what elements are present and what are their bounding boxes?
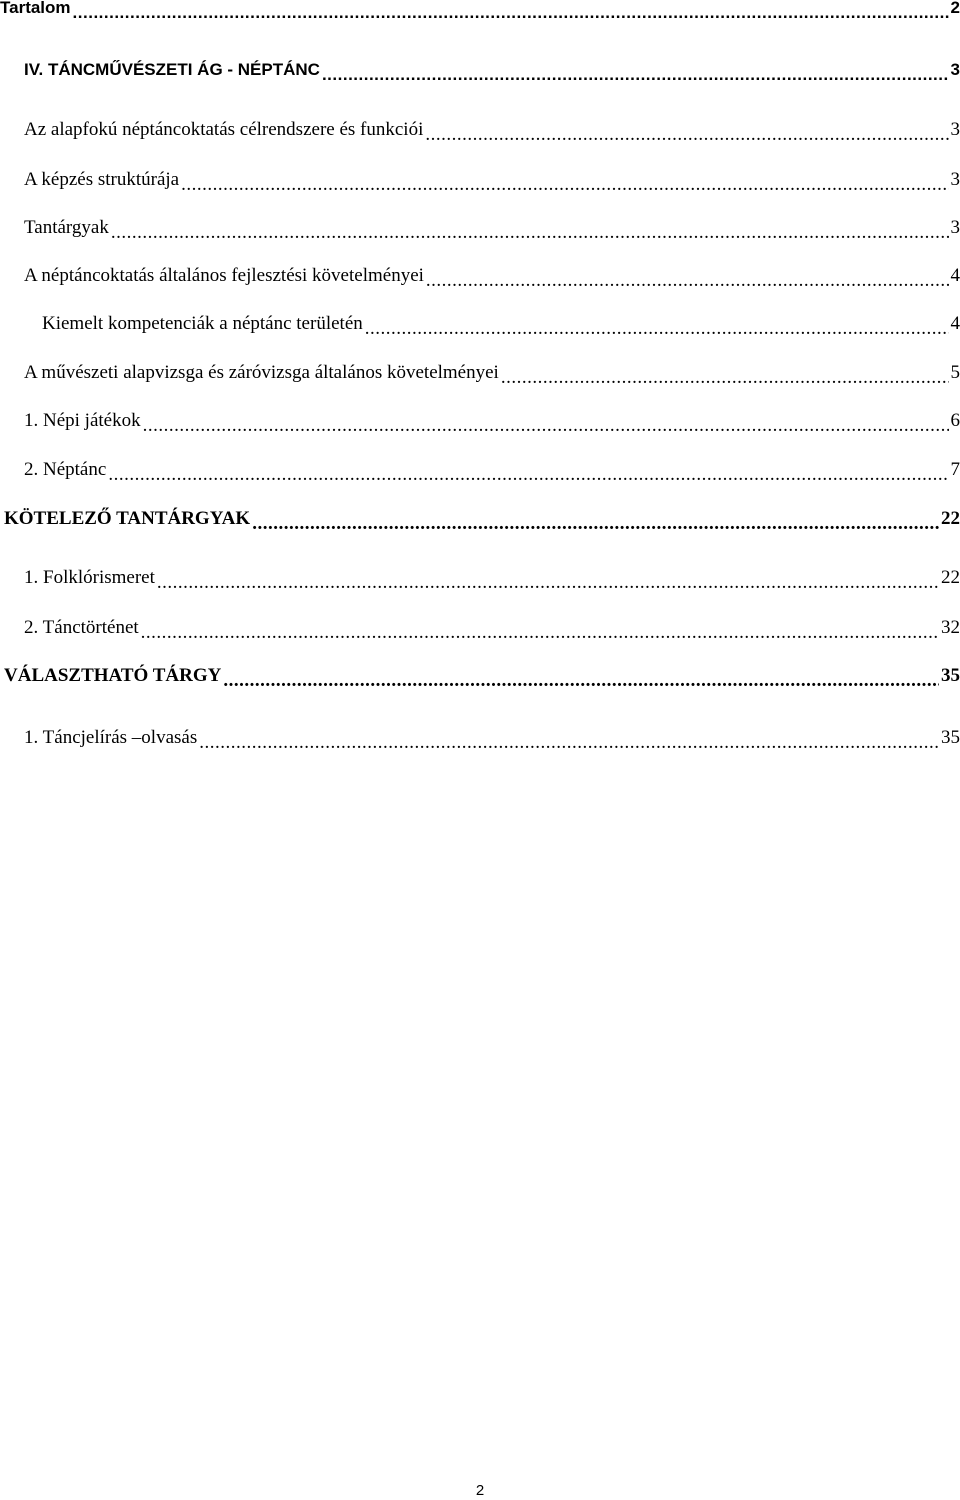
toc-heading[interactable]: [0, 0, 960, 20]
toc-entry-nepi-jatekok[interactable]: [24, 409, 960, 433]
toc-entry-page: 3: [951, 58, 960, 82]
toc-leader: [157, 571, 939, 590]
toc-leader: [365, 317, 949, 336]
toc-leader: [181, 173, 948, 192]
toc-entry-label: A művészeti alapvizsga és záróvizsga általános követelményei: [24, 361, 499, 385]
toc-entry-page: 4: [951, 312, 960, 336]
toc-entry-tantargyak[interactable]: [24, 216, 960, 240]
toc-entry-page: 4: [951, 264, 960, 288]
toc-entry-page: 3: [951, 216, 960, 240]
toc-leader: [501, 366, 949, 385]
toc-entry-label: Az alapfokú néptáncoktatás célrendszere és funkciói: [24, 118, 423, 142]
toc-entry-fejlesztesi-kovetelmenyei[interactable]: [24, 264, 960, 288]
toc-entry-tancjeliras-olvasas[interactable]: [24, 726, 960, 750]
toc-leader: [223, 669, 939, 688]
toc-leader: [426, 269, 949, 288]
toc-entry-page: 7: [951, 458, 960, 482]
toc-entry-kepzes-strukturaja[interactable]: [24, 168, 960, 192]
toc-entry-label: 1. Népi játékok: [24, 409, 141, 433]
toc-entry-page: 6: [951, 409, 960, 433]
toc-leader: [108, 463, 948, 482]
toc-entry-label: KÖTELEZŐ TANTÁRGYAK: [4, 507, 250, 531]
toc-entry-ivtancmuveszeti[interactable]: [24, 58, 960, 82]
toc-entry-label: 2. Néptánc: [24, 458, 106, 482]
toc-entry-page: 22: [941, 566, 960, 590]
page-number: 2: [0, 1482, 960, 1500]
toc-entry-neptanc[interactable]: [24, 458, 960, 482]
toc-entry-page: 3: [951, 118, 960, 142]
toc-leader: [73, 1, 949, 18]
toc-leader: [199, 731, 939, 750]
toc-entry-valaszthato-targy[interactable]: [4, 664, 960, 688]
toc-entry-kotelezo-tantargyak[interactable]: [4, 507, 960, 531]
toc-entry-kiemelt-kompetenciak[interactable]: [42, 312, 960, 336]
toc-entry-label: VÁLASZTHATÓ TÁRGY: [4, 664, 221, 688]
toc-entry-page: 35: [941, 726, 960, 750]
toc-entry-celrendszer[interactable]: [24, 118, 960, 142]
toc-entry-label: A néptáncoktatás általános fejlesztési követelményei: [24, 264, 424, 288]
toc-entry-label: Tantárgyak: [24, 216, 109, 240]
toc-entry-page: 32: [941, 616, 960, 640]
toc-entry-label: IV. TÁNCMŰVÉSZETI ÁG - NÉPTÁNC: [24, 58, 320, 82]
toc-leader: [141, 621, 939, 640]
toc-entry-folklorismeret[interactable]: [24, 566, 960, 590]
toc-heading-label: Tartalom: [0, 0, 71, 20]
toc-heading-page: 2: [951, 0, 960, 20]
toc-leader: [322, 63, 949, 80]
toc-leader: [425, 123, 948, 142]
toc-entry-page: 35: [941, 664, 960, 688]
toc-entry-label: 2. Tánctörténet: [24, 616, 139, 640]
toc-entry-alapvizsga-zarovizsga[interactable]: [24, 361, 960, 385]
toc-leader: [252, 512, 939, 531]
toc-entry-label: Kiemelt kompetenciák a néptánc területén: [42, 312, 363, 336]
toc-entry-page: 5: [951, 361, 960, 385]
toc-leader: [111, 221, 949, 240]
toc-entry-tanctortenet[interactable]: [24, 616, 960, 640]
toc-leader: [143, 414, 949, 433]
toc-entry-label: A képzés struktúrája: [24, 168, 179, 192]
toc-entry-label: 1. Folklórismeret: [24, 566, 155, 590]
toc-entry-label: 1. Táncjelírás –olvasás: [24, 726, 197, 750]
toc-entry-page: 3: [951, 168, 960, 192]
toc-entry-page: 22: [941, 507, 960, 531]
